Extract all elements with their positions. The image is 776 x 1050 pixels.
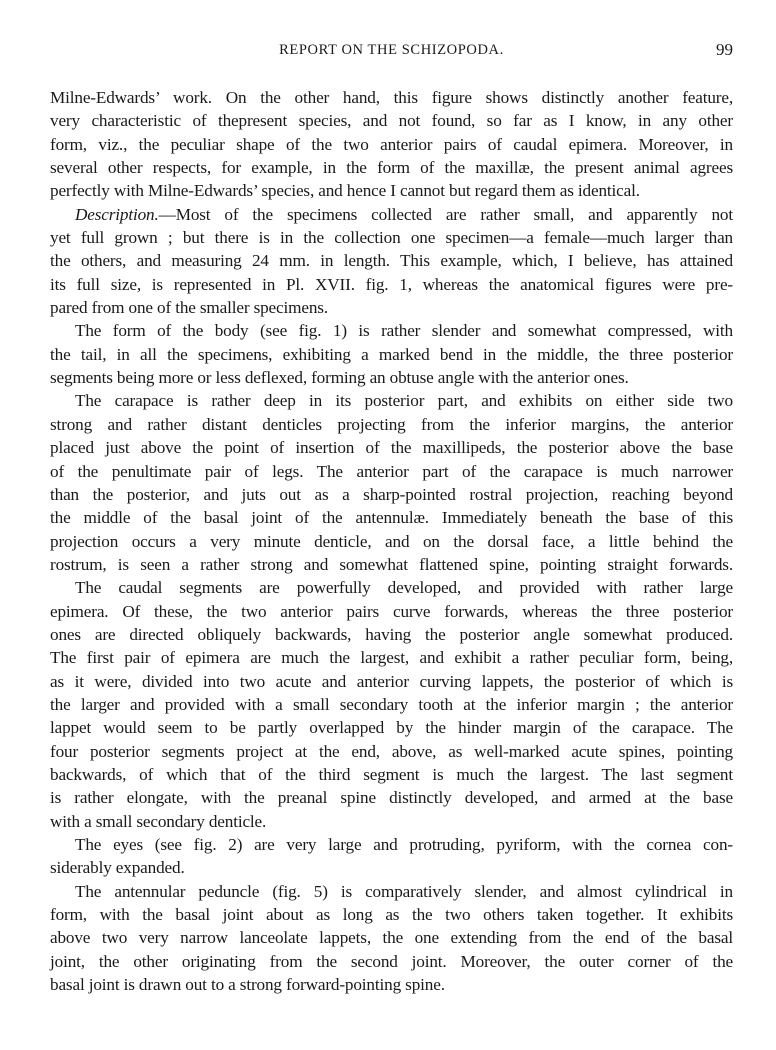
text-line: joint, the other originating from the second joint. Moreover, the outer corner of the — [50, 951, 733, 971]
text-line: the larger and provided with a small secondary tooth at the inferior margin ; the anterior — [50, 694, 733, 714]
text-line: epimera. Of these, the two anterior pairs curve forwards, whereas the three posterior — [50, 601, 733, 621]
text-line: lappet would seem to be partly overlapped by the hinder margin of the carapace. The — [50, 718, 733, 738]
text-line: segments being more or less deflexed, forming an obtuse angle with the anterior ones. — [50, 368, 629, 388]
text-line: above two very narrow lanceolate lappets, the one extending from the end of the basal — [50, 928, 733, 948]
text-line: placed just above the point of insertion of the maxillipeds, the posterior above the base — [50, 438, 733, 458]
paragraph-caudal-segments — [50, 576, 733, 833]
text-line — [50, 203, 733, 226]
paragraph-carapace — [50, 389, 733, 576]
text-line: backwards, of which that of the third segment is much the largest. The last segment — [50, 764, 733, 784]
text-line: siderably expanded. — [50, 858, 185, 878]
text-line: yet full grown ; but there is in the collection one specimen—a female—much larger than — [50, 228, 733, 248]
page-header — [50, 42, 733, 64]
paragraph-body-form — [50, 319, 733, 389]
text-line: Milne-Edwards’ work. On the other hand, this figure shows distinctly another feature, — [50, 88, 733, 107]
text-line: the middle of the basal joint of the antennulæ. Immediately beneath the base of this — [50, 508, 733, 528]
text-line-rest: —Most of the specimens collected are rather small, and apparently not — [158, 204, 733, 224]
paragraph-antennular-peduncle — [50, 880, 733, 997]
text-line: The first pair of epimera are much the largest, and exhibit a rather peculiar form, being, — [50, 648, 733, 668]
paragraph-eyes — [50, 833, 733, 880]
paragraph-continuation — [50, 86, 733, 203]
text-line: the tail, in all the specimens, exhibiting a marked bend in the middle, the three posterior — [50, 344, 733, 364]
text-line: several other respects, for example, in the form of the maxillæ, the present animal agrees — [50, 158, 733, 178]
text-line: than the posterior, and juts out as a sharp-pointed rostral projection, reaching beyond — [50, 484, 733, 504]
text-line: is rather elongate, with the preanal spine distinctly developed, and armed at the base — [50, 788, 733, 808]
text-line: The carapace is rather deep in its posterior part, and exhibits on either side two — [75, 391, 733, 411]
text-line: very characteristic of thepresent species, and not found, so far as I know, in any other — [50, 111, 733, 131]
text-line: projection occurs a very minute denticle, and on the dorsal face, a little behind the — [50, 531, 733, 551]
text-line: rostrum, is seen a rather strong and somewhat flattened spine, pointing straight forwards. — [50, 554, 733, 574]
text-line: The form of the body (see fig. 1) is rather slender and somewhat compressed, with — [75, 321, 733, 341]
text-line: the others, and measuring 24 mm. in length. This example, which, I believe, has attained — [50, 251, 733, 271]
body-text — [50, 86, 733, 996]
text-line: as it were, divided into two acute and anterior curving lappets, the posterior of which is — [50, 671, 733, 691]
text-line: with a small secondary denticle. — [50, 811, 267, 831]
text-line: form, with the basal joint about as long as the two others taken together. It exhibits — [50, 905, 733, 925]
page-number: 99 — [716, 40, 733, 59]
text-line: of the penultimate pair of legs. The anterior part of the carapace is much narrower — [50, 461, 733, 481]
text-line: The caudal segments are powerfully developed, and provided with rather large — [75, 578, 733, 598]
text-line: perfectly with Milne-Edwards’ species, and hence I cannot but regard them as identical. — [50, 181, 640, 201]
text-line: ones are directed obliquely backwards, having the posterior angle somewhat produced. — [50, 624, 733, 644]
text-line: pared from one of the smaller specimens. — [50, 298, 328, 318]
text-line: basal joint is drawn out to a strong forward-pointing spine. — [50, 975, 445, 995]
text-line: its full size, is represented in Pl. XVII. fig. 1, whereas the anatomical figures were pre- — [50, 274, 733, 294]
paragraph-description — [50, 203, 733, 320]
text-line: four posterior segments project at the end, above, as well-marked acute spines, pointing — [50, 741, 733, 761]
text-line: form, viz., the peculiar shape of the two anterior pairs of caudal epimera. Moreover, in — [50, 134, 733, 154]
text-line: The eyes (see fig. 2) are very large and protruding, pyriform, with the cornea con- — [75, 835, 733, 854]
text-line: The antennular peduncle (fig. 5) is comparatively slender, and almost cylindrical in — [75, 881, 733, 901]
section-heading-description: Description. — [75, 204, 159, 224]
running-title: REPORT ON THE SCHIZOPODA. — [279, 42, 504, 58]
text-line: strong and rather distant denticles projecting from the inferior margins, the anterior — [50, 414, 733, 434]
